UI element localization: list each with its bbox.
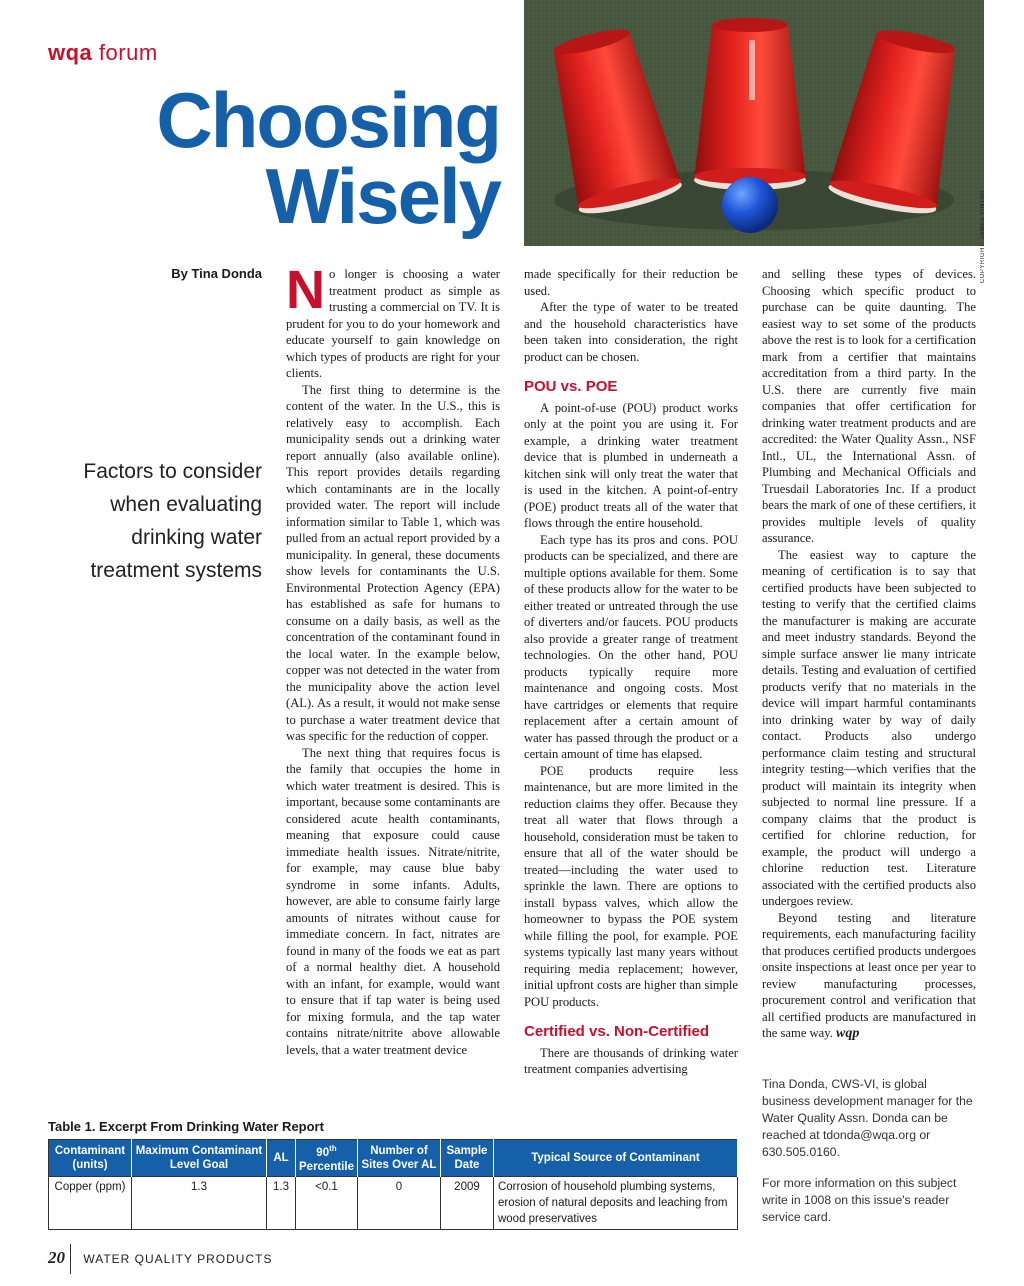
table-cell: <0.1 [296, 1176, 358, 1229]
photo-credit: COPYRIGHT: JAMES PINTAR [980, 190, 986, 284]
col-header: Maximum Contaminant Level Goal [132, 1140, 267, 1177]
article-column-3 [762, 266, 976, 1043]
article-paragraph: No longer is choosing a water treatment product as simple as trusting a commercial on TV. It is prudent for you to do your homework and educate yourself to gain knowledge on which types of products are right for your clients. [286, 260, 500, 380]
section-label [48, 40, 158, 66]
reader-service-note: For more information on this subject write in 1008 on this issue's reader service card. [762, 1176, 957, 1224]
table-cell: 0 [357, 1176, 440, 1229]
table-row [49, 1176, 738, 1229]
cups-illustration [524, 0, 984, 246]
col-header: 90th Percentile [296, 1140, 358, 1177]
col-header: Contaminant (units) [49, 1140, 132, 1177]
hero-photo [524, 0, 984, 246]
page-title [100, 76, 500, 240]
table-cell: Copper (ppm) [49, 1176, 132, 1229]
article-paragraph: A point-of-use (POU) product works only at the point you are using it. For example, a drinking water treatment device that is plumbed in underneath a kitchen sink will only treat the water that is used in the kitchen. A point-of-entry (POE) product treats all of the water that flows through the entire household. [524, 400, 738, 530]
page-footer [48, 1248, 272, 1268]
article-column-2 [524, 266, 738, 1078]
article-paragraph: After the type of water to be treated and the household characteristics have been taken into consideration, the right product can be chosen. [524, 300, 738, 364]
bio-text: Tina Donda, CWS-VI, is global business development manager for the Water Quality Assn. Donda can be reached at tdonda@wqa.org or 630.505.0160. [762, 1077, 973, 1159]
article-column-1 [286, 260, 500, 1058]
article-paragraph: Beyond testing and literature requirements, each manufacturing facility that produces certified products undergoes onsite inspections at least once per year to review manufacturing processes, procurement control and verification that all certified products are manufactured in the same way. wqp [762, 910, 976, 1041]
table-title: Table 1. Excerpt From Drinking Water Report [48, 1119, 324, 1134]
col-header: Typical Source of Contaminant [493, 1140, 737, 1177]
table-header-row [49, 1140, 738, 1177]
page-number: 20 [48, 1248, 65, 1267]
drop-cap: N [286, 260, 325, 320]
end-mark: wqp [836, 1026, 860, 1041]
deck: Factors to consider when evaluating drinking water treatment systems [83, 460, 262, 582]
table-cell: Corrosion of household plumbing systems, erosion of natural deposits and leaching from wood preservatives [493, 1176, 737, 1229]
drinking-water-table [48, 1139, 738, 1230]
table-cell: 1.3 [267, 1176, 296, 1229]
brand-wqa: wqa [48, 40, 93, 65]
article-paragraph: POE products require less maintenance, but are more limited in the reduction claims they offer. Because they treat all water that flows through a household, consideration must be taken to ensure that all of the water should be treated—including the water used to sprinkle the lawn. There are options to install bypass valves, which allow the homeowner to bypass the POE system while filling the pool, for example. POE systems typically last many years without requiring media replacement; however, initial upfront costs are higher than simple POU products. [524, 763, 738, 1009]
table-cell: 2009 [440, 1176, 493, 1229]
article-paragraph: The first thing to determine is the content of the water. In the U.S., this is relatively easy to accomplish. Each municipality sends out a drinking water report annually (also available online). This report provides details regarding which contaminants are in the locally provided water. The report will include information similar to Table 1, which was pulled from an actual report provided by a municipality. In general, these documents show levels for contaminants the U.S. Environmental Protection Agency (EPA) has established as safe for humans to consume on a daily basis, as well as the concentration of the contaminant found in the local water. In the example below, copper was not detected in the water from the municipality above the action level (AL). As a result, it would not make sense to purchase a water treatment device that was specific for the reduction of copper. [286, 382, 500, 743]
article-paragraph: There are thousands of drinking water treatment companies advertising [524, 1045, 738, 1076]
article-paragraph: and selling these types of devices. Choosing which specific product to purchase can be quite daunting. The easiest way to set some of the products above the rest is to look for a certification mark from a certifier that maintains accreditation from a third party. In the U.S. there are currently five main companies that offer certification for drinking water treatment products and are accredited: the Water Quality Assn., NSF Intl., UL, the International Assn. of Plumbing and Mechanical Officials and Truesdail Laboratories Inc. If a product bears the mark of one of these certifiers, it provides multiple levels of quality assurance. [762, 267, 976, 545]
subhead-pou-poe: POU vs. POE [524, 378, 618, 395]
byline: By Tina Donda [171, 266, 262, 281]
subhead-certified: Certified vs. Non-Certified [524, 1023, 710, 1040]
brand-forum: forum [98, 40, 158, 65]
article-paragraph: The next thing that requires focus is the family that occupies the home in which water treatment is desired. This is important, because some contaminants are considered acute health contaminants, meaning that exposure could cause immediate health issues. Nitrate/nitrite, for example, may cause blue baby syndrome in some infants. Adults, however, are able to consume fairly large amounts of nitrates without cause for immediate concern. In fact, nitrates are found in many of the foods we eat as part of a normal healthy diet. A household with an infant, for example, would want to ensure that if tap water is being used for mixing formula, and the tap water contains nitrate/nitrite above allowable levels, that a water treatment device [286, 745, 500, 1057]
article-paragraph: made specifically for their reduction be used. [524, 267, 738, 298]
col-header: Number of Sites Over AL [357, 1140, 440, 1177]
article-paragraph: The easiest way to capture the meaning of certification is to say that certified products have been subjected to testing to verify that the certified claims the manufacturer is making are accurate and meet industry standards. Beyond the simple surface answer lie many intricate details. Testing and evaluation of certified products verify that no materials in the device will impart harmful contaminants into drinking water by way of daily contact. Products also undergo performance claim testing and structural integrity testing—which verifies that the product will maintain its integrity when subjected to normal line pressure. If a company claims that the product is certified for chlorine reduction, for example, the product will undergo a chlorine reduction test. Literature associated with the certified products also undergoes review. [762, 547, 976, 908]
publication-name: WATER QUALITY PRODUCTS [83, 1252, 273, 1266]
headline-line2: Wisely [265, 152, 500, 240]
author-bio [762, 1076, 976, 1240]
col-header: AL [267, 1140, 296, 1177]
article-paragraph: Each type has its pros and cons. POU products can be specialized, and there are multiple options available for them. Some of these products allow for the water to be either treated or untreated through the use of diverters and/or faucets. POU products also provide a greater range of treatment technologies. On the other hand, POU products typically require more maintenance and ongoing costs. Most have cartridges or elements that require replacement after a certain amount of water has passed through the product or a certain amount of time has elapsed. [524, 532, 738, 761]
table-cell: 1.3 [132, 1176, 267, 1229]
headline-line1: Choosing [156, 76, 500, 164]
col-header: Sample Date [440, 1140, 493, 1177]
